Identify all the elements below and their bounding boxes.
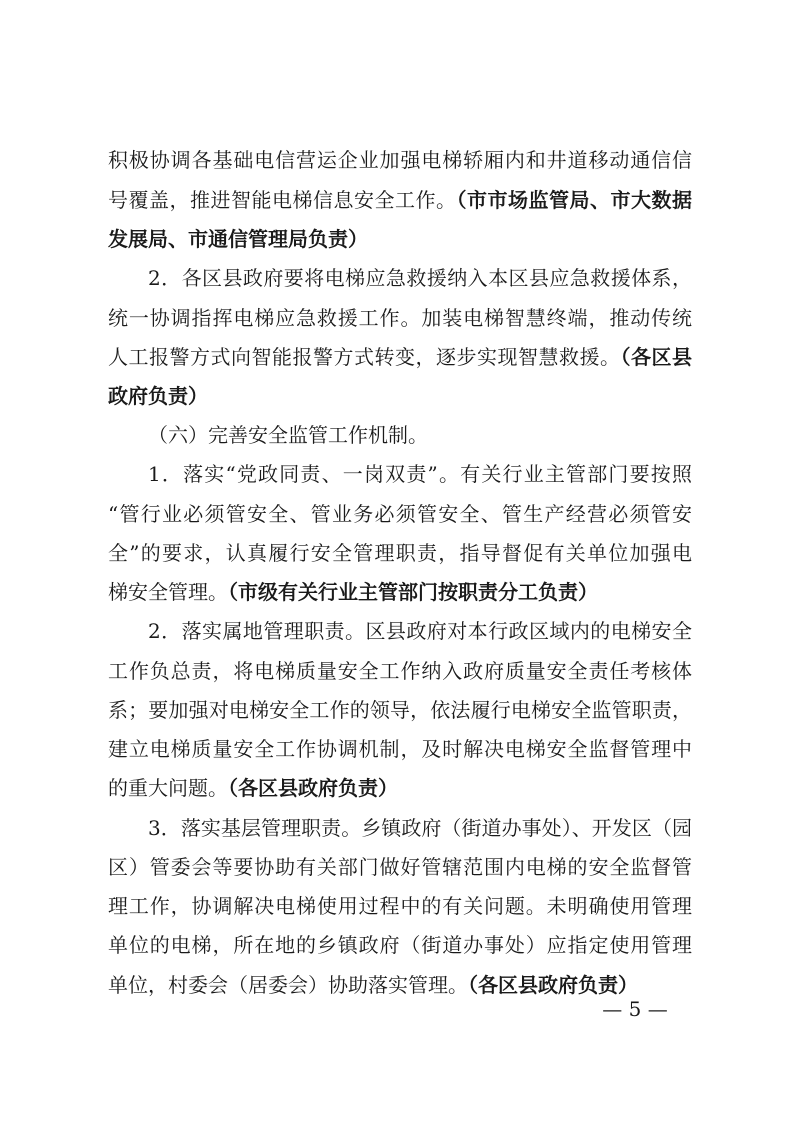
line-text: 系；要加强对电梯安全工作的领导，依法履行电梯安全监管职责，: [108, 698, 692, 722]
line-text: 人工报警方式向智能报警方式转变，逐步实现智慧救援。: [108, 345, 621, 369]
responsible-party: （各区县: [620, 345, 692, 369]
paragraph-line: [108, 690, 692, 730]
line-text: 梯安全管理。: [108, 580, 228, 604]
responsible-party: 发展局、市通信管理局负责）: [108, 227, 368, 251]
paragraph-line: [148, 258, 692, 298]
responsible-party: 政府负责）: [108, 384, 208, 408]
paragraph-line: [108, 651, 692, 691]
paragraph-line: [108, 847, 692, 887]
paragraph-line: [108, 376, 692, 416]
paragraph-line: [148, 808, 692, 848]
page-number: — 5 —: [602, 997, 668, 1021]
line-text: 2．落实属地管理职责。区县政府对本行政区域内的电梯安全: [148, 619, 692, 643]
paragraph-line: [108, 886, 692, 926]
paragraph-line: [108, 768, 692, 808]
section-heading: [148, 415, 692, 455]
line-text: 积极协调各基础电信营运企业加强电梯轿厢内和井道移动通信信: [108, 148, 692, 172]
responsible-party: （各区县政府负责）: [228, 776, 398, 800]
paragraph-line: [148, 454, 692, 494]
line-text: 理工作，协调解决电梯使用过程中的有关问题。未明确使用管理: [108, 894, 692, 918]
line-text: 2．各区县政府要将电梯应急救援纳入本区县应急救援体系，: [148, 266, 692, 290]
line-text: 1．落实“党政同责、一岗双责”。有关行业主管部门要按照: [148, 462, 692, 486]
paragraph-line: [148, 611, 692, 651]
paragraph-line: [108, 494, 692, 534]
line-text: 单位的电梯，所在地的乡镇政府（街道办事处）应指定使用管理: [108, 933, 692, 957]
line-text: 单位，村委会（居委会）协助落实管理。: [108, 973, 468, 997]
line-text: 的重大问题。: [108, 776, 228, 800]
line-text: 工作负总责，将电梯质量安全工作纳入政府质量安全责任考核体: [108, 659, 692, 683]
line-text: （六）完善安全监管工作机制。: [148, 423, 428, 447]
paragraph-line: [108, 219, 692, 259]
paragraph-line: [108, 729, 692, 769]
responsible-party: （各区县政府负责）: [468, 973, 638, 997]
line-text: 号覆盖，推进智能电梯信息安全工作。: [108, 188, 457, 212]
line-text: 建立电梯质量安全工作协调机制，及时解决电梯安全监督管理中: [108, 737, 692, 761]
paragraph-line: [108, 533, 692, 573]
paragraph-line: [108, 298, 692, 338]
paragraph-line: [108, 337, 692, 377]
line-text: “管行业必须管安全、管业务必须管安全、管生产经营必须管安: [108, 502, 692, 526]
paragraph-line: [108, 572, 692, 612]
line-text: 区）管委会等要协助有关部门做好管辖范围内电梯的安全监督管: [108, 855, 692, 879]
responsible-party: （市级有关行业主管部门按职责分工负责）: [228, 580, 598, 604]
line-text: 3．落实基层管理职责。乡镇政府（街道办事处）、开发区（园: [148, 816, 692, 840]
responsible-party: （市市场监管局、市大数据: [456, 188, 692, 212]
line-text: 全”的要求，认真履行安全管理职责，指导督促有关单位加强电: [108, 541, 692, 565]
paragraph-line: [108, 925, 692, 965]
paragraph-line: [108, 180, 692, 220]
paragraph-line: [108, 140, 692, 180]
line-text: 统一协调指挥电梯应急救援工作。加装电梯智慧终端，推动传统: [108, 306, 692, 330]
